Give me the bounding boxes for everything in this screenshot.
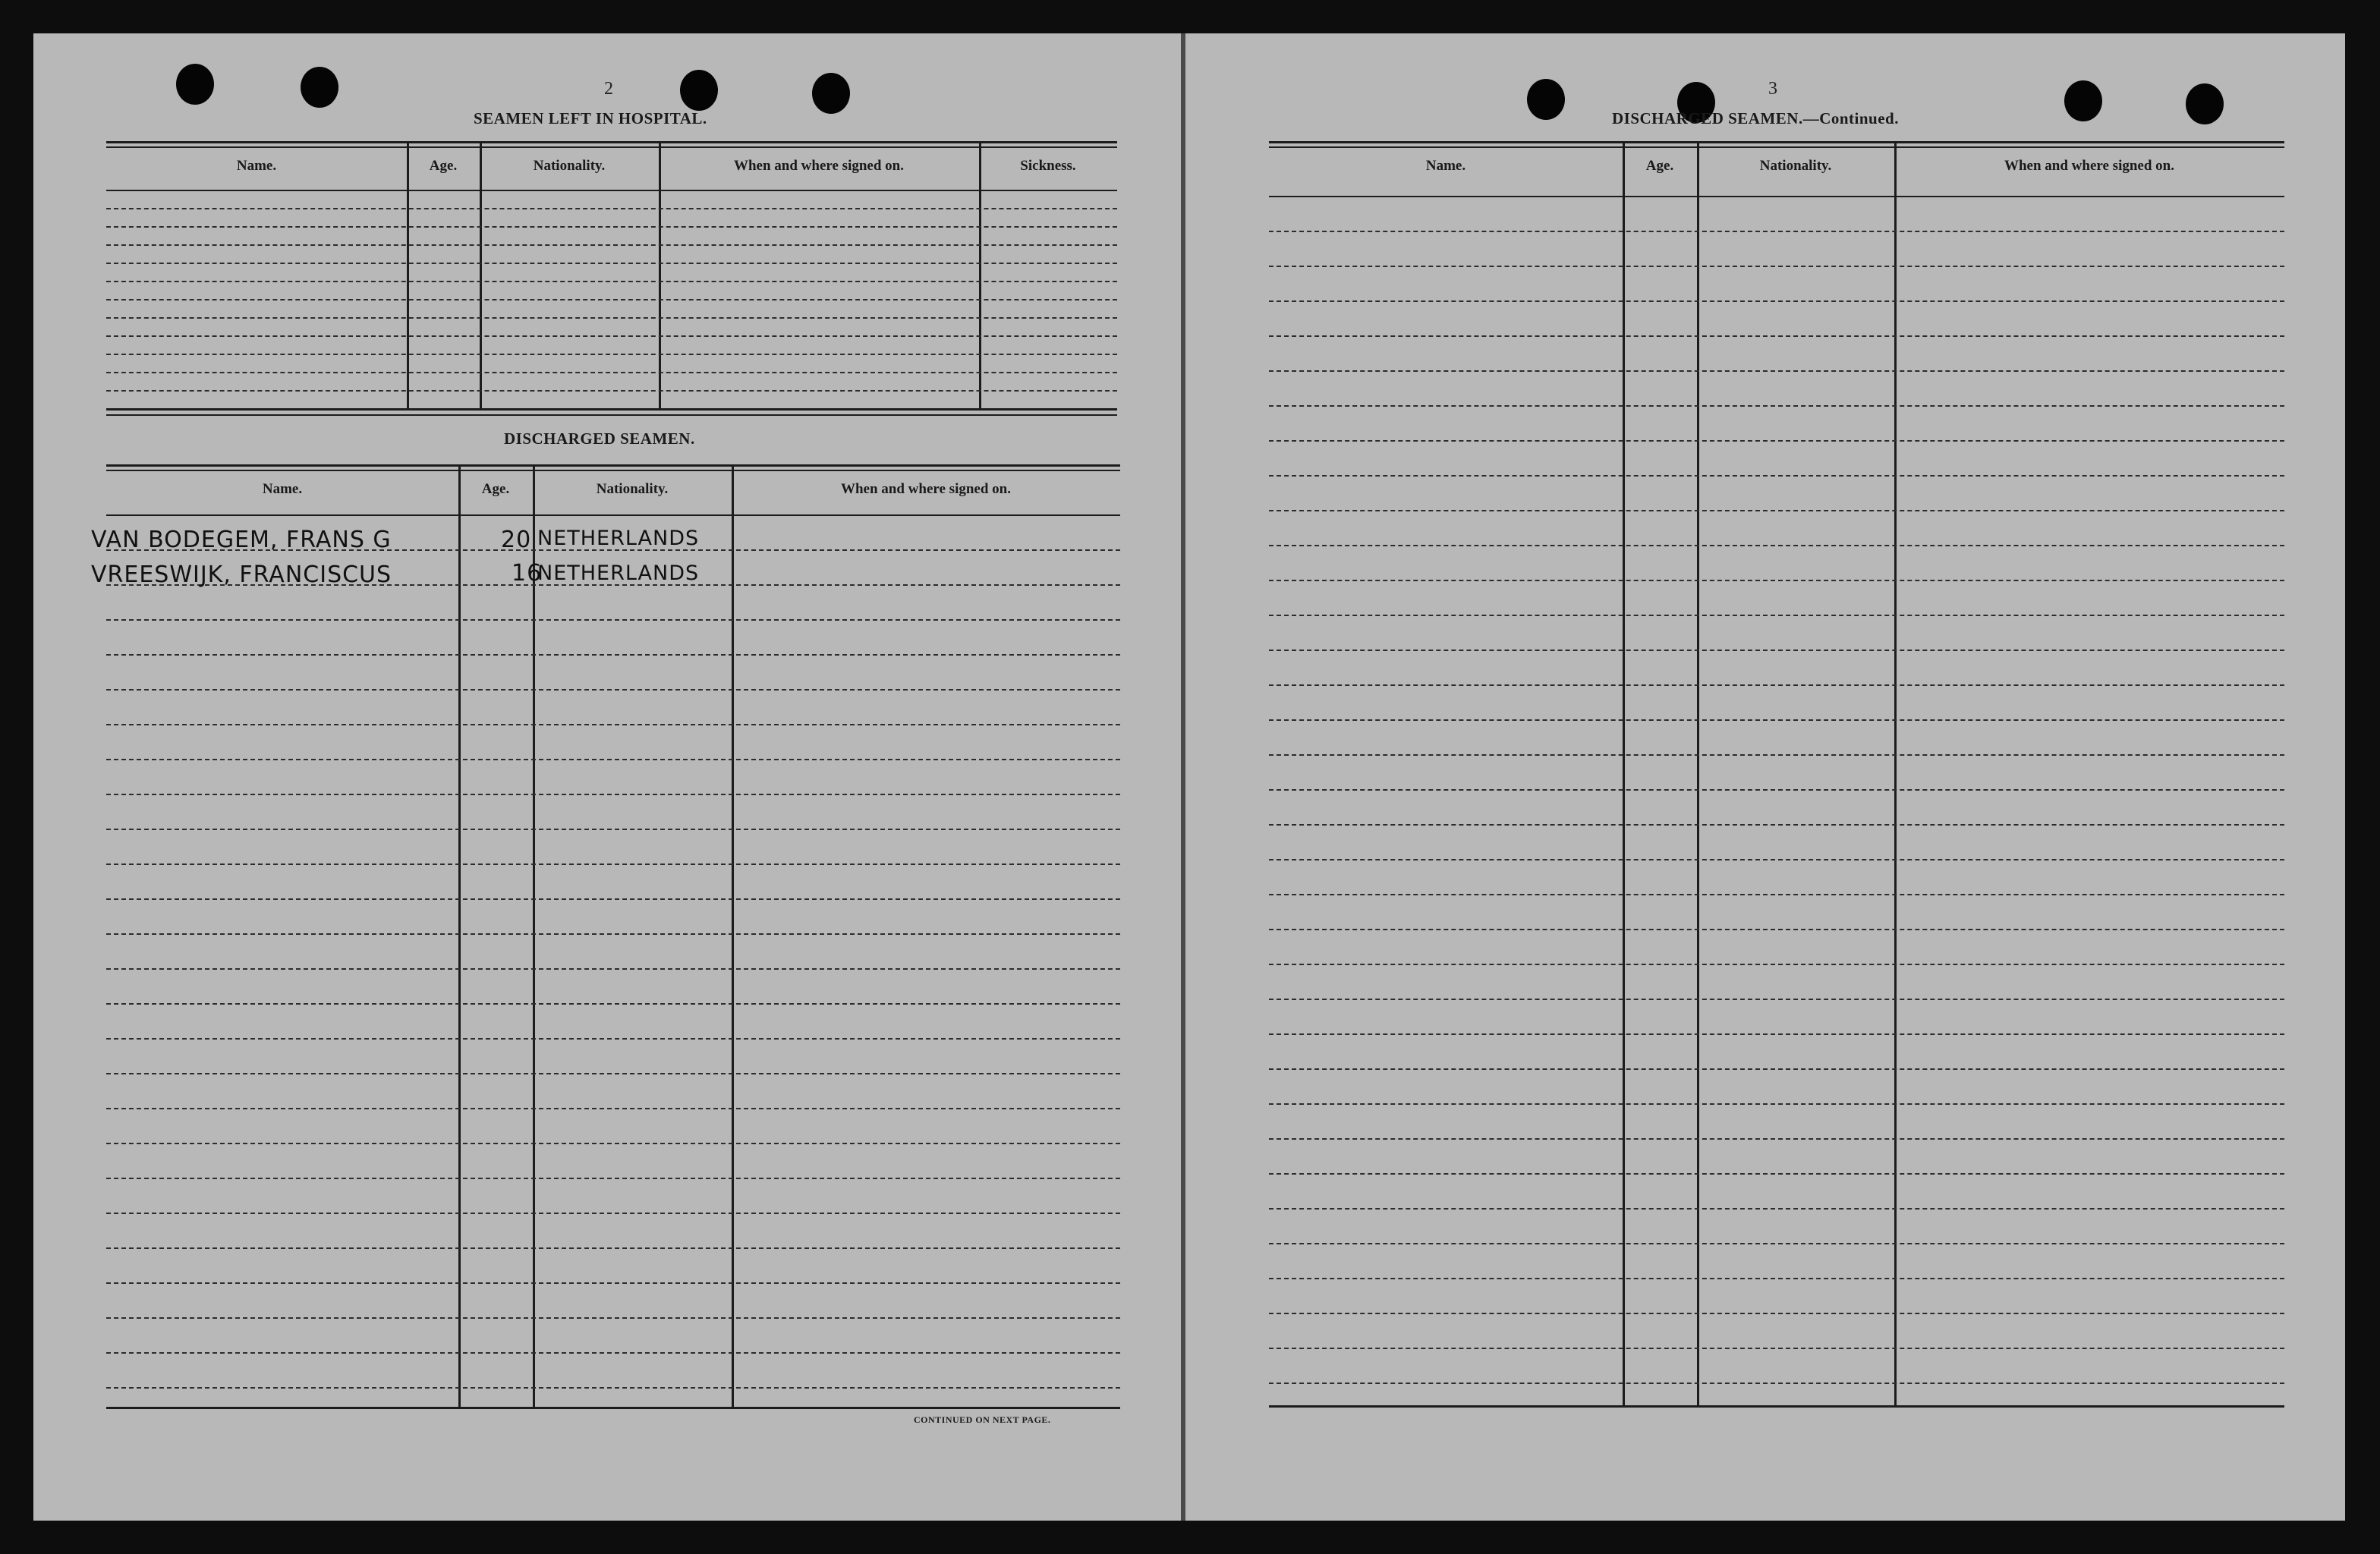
ruled-line	[1269, 1173, 2284, 1175]
column-header: Name.	[262, 481, 303, 497]
hospital-section-title: SEAMEN LEFT IN HOSPITAL.	[474, 109, 707, 127]
punch-hole	[2186, 83, 2224, 124]
header-rule	[1269, 196, 2284, 197]
ruled-line	[106, 1038, 1120, 1040]
page-number: 3	[1768, 79, 1777, 99]
page-number: 2	[604, 79, 613, 99]
right-page	[1185, 33, 2345, 1521]
ruled-line	[106, 619, 1120, 621]
row2-age: 16	[512, 560, 543, 587]
ruled-line	[106, 1213, 1120, 1214]
discharged-section-title: DISCHARGED SEAMEN.	[504, 429, 695, 448]
ruled-line	[1269, 370, 2284, 372]
ruled-line	[106, 898, 1120, 900]
row2-name: VREESWIJK, FRANCISCUS	[91, 562, 392, 588]
column-divider	[407, 141, 409, 408]
ruled-line	[106, 281, 1117, 282]
table-bottom-rule	[106, 1407, 1120, 1409]
column-divider	[533, 464, 535, 1407]
ruled-line	[106, 1108, 1120, 1109]
ruled-line	[1269, 335, 2284, 337]
column-header: Name.	[236, 158, 277, 174]
ruled-line	[1269, 1313, 2284, 1314]
ruled-line	[106, 317, 1117, 319]
column-header: When and where signed on.	[2004, 158, 2174, 174]
row1-name: VAN BODEGEM, FRANS G	[91, 527, 392, 553]
ruled-line	[1269, 1348, 2284, 1349]
column-divider	[1623, 141, 1625, 1405]
ruled-line	[106, 829, 1120, 830]
column-header: Age.	[481, 481, 510, 497]
ruled-line	[1269, 405, 2284, 407]
ruled-line	[106, 1178, 1120, 1179]
ruled-line	[1269, 1068, 2284, 1070]
row1-age: 20	[501, 527, 532, 553]
ruled-line	[1269, 929, 2284, 930]
row1-nationality: NETHERLANDS	[537, 527, 700, 550]
ruled-line	[1269, 789, 2284, 791]
table-bottom-rule	[1269, 1405, 2284, 1408]
table-bottom-rule	[106, 408, 1117, 411]
ruled-line	[106, 263, 1117, 264]
ruled-line	[1269, 545, 2284, 546]
ruled-line	[1269, 650, 2284, 651]
column-divider	[480, 141, 482, 408]
ruled-line	[1269, 1383, 2284, 1384]
table-top-rule	[106, 146, 1117, 148]
table-top-rule	[1269, 146, 2284, 148]
ruled-line	[106, 689, 1120, 690]
punch-hole	[1527, 79, 1565, 120]
ruled-line	[1269, 1278, 2284, 1279]
punch-hole	[812, 73, 850, 114]
column-divider	[979, 141, 981, 408]
ruled-line	[1269, 510, 2284, 511]
ruled-line	[106, 244, 1117, 246]
ruled-line	[106, 1282, 1120, 1284]
row2-nationality: NETHERLANDS	[537, 562, 700, 585]
ruled-line	[1269, 964, 2284, 965]
ruled-line	[1269, 719, 2284, 721]
column-divider	[1697, 141, 1699, 1405]
ruled-line	[106, 654, 1120, 656]
section-rule	[106, 414, 1117, 416]
ruled-line	[106, 1073, 1120, 1074]
ruled-line	[1269, 1243, 2284, 1244]
continued-section-title: DISCHARGED SEAMEN.—Continued.	[1612, 109, 1899, 127]
continued-note: CONTINUED ON NEXT PAGE.	[914, 1414, 1051, 1425]
column-divider	[659, 141, 661, 408]
column-header: When and where signed on.	[840, 481, 1011, 497]
ruled-line	[1269, 266, 2284, 267]
ruled-line	[106, 208, 1117, 209]
ruled-line	[1269, 580, 2284, 581]
ruled-line	[106, 1003, 1120, 1005]
ruled-line	[1269, 300, 2284, 302]
ruled-line	[106, 968, 1120, 970]
ruled-line	[106, 1143, 1120, 1144]
ruled-line	[1269, 1033, 2284, 1035]
ruled-line	[106, 759, 1120, 760]
column-header: Sickness.	[1020, 158, 1076, 174]
ruled-line	[106, 335, 1117, 337]
column-header: Name.	[1425, 158, 1466, 174]
left-page	[33, 33, 1181, 1521]
column-header: Nationality.	[596, 481, 669, 497]
column-divider	[732, 464, 734, 1407]
ruled-line	[106, 794, 1120, 795]
column-header: When and where signed on.	[733, 158, 904, 174]
ruled-line	[106, 1317, 1120, 1319]
column-header: Age.	[1645, 158, 1674, 174]
column-divider	[1894, 141, 1897, 1405]
punch-hole	[2064, 80, 2102, 121]
ruled-line	[1269, 1103, 2284, 1105]
ruled-line	[1269, 615, 2284, 616]
ruled-line	[1269, 1208, 2284, 1210]
ruled-line	[1269, 440, 2284, 442]
column-header: Age.	[429, 158, 458, 174]
ruled-line	[1269, 754, 2284, 756]
ruled-line	[106, 864, 1120, 865]
table-top-rule	[106, 141, 1117, 143]
punch-hole	[301, 67, 338, 108]
ruled-line	[1269, 859, 2284, 860]
ruled-line	[106, 1352, 1120, 1354]
ruled-line	[1269, 894, 2284, 895]
punch-hole	[680, 70, 718, 111]
ruled-line	[106, 226, 1117, 228]
ruled-line	[106, 299, 1117, 300]
ruled-line	[1269, 475, 2284, 477]
ruled-line	[106, 354, 1117, 355]
column-divider	[458, 464, 461, 1407]
ruled-line	[1269, 231, 2284, 232]
table-top-rule	[1269, 141, 2284, 143]
punch-hole	[176, 64, 214, 105]
ruled-line	[106, 390, 1117, 392]
ruled-line	[1269, 684, 2284, 686]
ruled-line	[1269, 824, 2284, 826]
column-header: Nationality.	[533, 158, 606, 174]
ruled-line	[1269, 999, 2284, 1000]
header-rule	[106, 190, 1117, 191]
ruled-line	[106, 1247, 1120, 1249]
table-top-rule	[106, 464, 1120, 467]
header-rule	[106, 514, 1120, 516]
table-top-rule	[106, 470, 1120, 471]
ruled-line	[1269, 1138, 2284, 1140]
ruled-line	[106, 1387, 1120, 1389]
ruled-line	[106, 933, 1120, 935]
column-header: Nationality.	[1759, 158, 1832, 174]
ruled-line	[106, 372, 1117, 373]
ruled-line	[106, 724, 1120, 725]
